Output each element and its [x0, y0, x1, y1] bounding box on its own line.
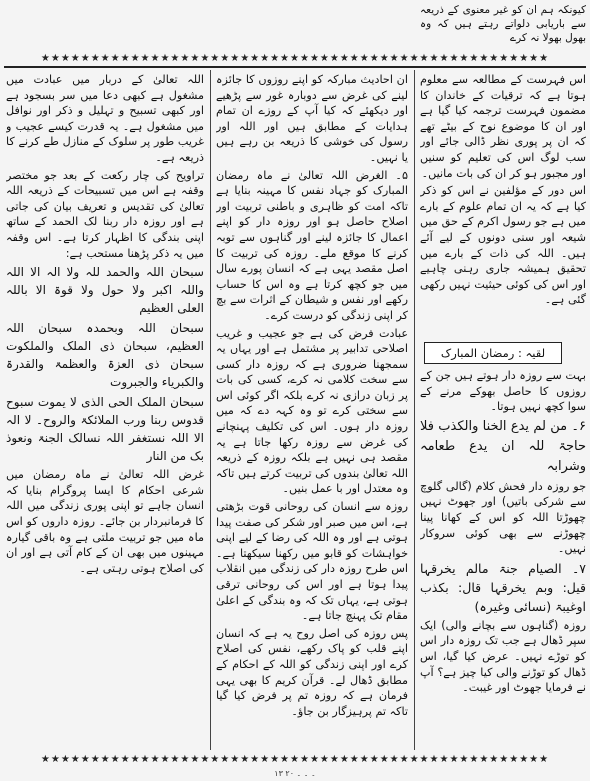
section-heading: لقیہ : رمضان المبارک: [424, 342, 562, 364]
column-divider-right: [414, 70, 415, 750]
arabic-hadith: ۷۔ الصیام جنۃ مالم یخرقہا قیل: وبم یخرقہا قال: بکذب اوغیبۃ (نسائی وغیرہ): [420, 560, 586, 614]
top-rule: [4, 66, 586, 68]
star-border-top: ★★★★★★★★★★★★★★★★★★★★★★★★★★★★★★★★★★★★★★★★★★★★★★★★★★★: [40, 53, 550, 64]
arabic-hadith: ۶۔ من لم یدع الخنا والکذب فلا حاجۃ للہ ان یدع طعامہ وشرابہ: [420, 418, 586, 474]
paragraph: پس روزہ کی اصل روح یہ ہے کہ انسان اپنے قلب کو پاک رکھے، نفس کی اصلاح کرے اور اپنی زندگی کو اللہ کے احکام کے مطابق ڈھال لے۔ قرآن کریم کا بھی یہی فرمان ہے کہ روزہ تم پر فرض کیا گیا تاکہ تم پرہیزگار بن جاؤ۔: [216, 626, 408, 718]
paragraph: ان احادیث مبارکہ کو اپنے روزوں کا جائزہ لینے کی غرض سے دوبارہ غور سے پڑھیے اور دیکھئے کہ کیا آپ کے روزے ان تمام ہدایات کے مطابق ہیں اور اللہ اور رسول کی خوشی کا ذریعہ بن رہے ہیں یا نہیں۔: [216, 73, 408, 164]
paragraph: تراویح کی چار رکعت کے بعد جو مختصر وقفہ ہے اس میں تسبیحات کے ذریعہ اللہ تعالیٰ کی تقدیس و تعریف بیان کی جاتی ہے اور روزہ دار ربنا لک الحمد کے ساتھ اپنی بندگی کا اظہار کرتا ہے۔ اس وقفہ میں یہ ذکر پڑھنا مستحب ہے:: [6, 168, 204, 260]
paragraph: غرض اللہ تعالیٰ نے ماہ رمضان میں شرعی احکام کا ایسا پروگرام بنایا کہ انسان جاہے تو اپنی پوری زندگی میں اللہ کا فرمانبردار بن جائے۔ روزہ داروں کو اس ماہ میں جو تربیت ملتی ہے وہ باقی گیارہ مہینوں میں بھی ان کے کام آتی ہے اور ان کی اصلاح ہوتی رہتی ہے۔: [6, 468, 204, 575]
paragraph: بہت سے روزہ دار ہوتے ہیں جن کے روزوں کا حاصل بھوکے مرنے کے سوا کچھ نہیں ہوتا۔: [420, 369, 586, 414]
paragraph: اس فہرست کے مطالعہ سے معلوم ہوتا ہے کہ ترقیات کے خاندان کا مضمون فہرست ترجمہ کیا گیا ہے اور ان کا موضوع نوح کے بیٹے تھے کہ ان پر پوری نظر ڈالی جائے اور سب لوگ اس کی تعلیم کو سنیں اور مجبور ہو کر ان کی بات مانیں۔: [420, 73, 586, 180]
column-divider-left: [210, 70, 211, 750]
right-column-top: [420, 72, 586, 338]
right-column-bottom: [420, 368, 586, 752]
paragraph: ۵۔ الغرض اللہ تعالیٰ نے ماہ رمضان المبارک کو جہاد نفس کا مہینہ بنایا ہے تاکہ امت کو ظاہری و باطنی تربیت اور اصلاح حاصل ہو اور روزہ دار کو اپنے اعمال کا جائزہ لینے اور گناہوں سے توبہ کرنے کا موقع ملے۔ روزہ کی تربیت کا اصل مقصد یہی ہے کہ انسان پورے سال میں جو کچھ کرتا ہے وہ اس کا حساب رکھے اور نفس و شیطان کے اثرات سے بچ کر اپنی زندگی کو درست کرے۔: [216, 168, 408, 322]
arabic-dhikr: سبحان اللہ وبحمدہ سبحان اللہ العظیم، سبحان ذی الملک والملکوت سبحان ذی العزۃ والعظمۃ والقدرۃ والکبریاء والجبروت: [6, 321, 204, 390]
page-footer: ۱۳ ۔ ۔ ۔ ۲۰: [274, 769, 316, 778]
paragraph: عبادت فرض کی ہے جو عجیب و غریب اصلاحی تدابیر پر مشتمل ہے اور یہاں یہ سمجھنا ضروری ہے کہ روزہ دار کسی سے سخت کلامی نہ کرے، کسی کی بات پر زبان درازی نہ کرے بلکہ اگر کوئی اس سے سختی کرے تو وہ کہہ دے کہ میں روزہ دار ہوں۔ اس کی تکلیف پہنچانے کی غرض سے روزہ رکھا جاتا ہے یہ مقصد ہی نہیں ہے بلکہ روزہ کے ذریعہ اللہ تعالیٰ بندوں کی تربیت کرتے ہیں تاکہ وہ معتدل اور با عمل بنیں۔: [216, 326, 408, 496]
arabic-dhikr: سبحان الملک الحی الذی لا یموت سبوح قدوس ربنا ورب الملائکۃ والروح۔ لا الہ الا اللہ نستغفر اللہ نسالک الجنۃ ونعوذ بک من النار: [6, 395, 204, 464]
paragraph: جو روزہ دار فحش کلام (گالی گلوچ سے شرکی باتیں) اور جھوٹ نہیں چھوڑتا اللہ کو اس کے کھانا پینا چھوڑنے سے بھی کوئی سروکار نہیں۔: [420, 479, 586, 556]
paragraph: روزہ (گناہوں سے بچانے والی) ایک سپر ڈھال ہے جب تک روزہ دار اس کو توڑے نہیں۔ عرض کیا گیا، اس ڈھال کو توڑنے والی کیا چیز ہے؟ آپ نے فرمایا جھوٹ اور غیبت۔: [420, 618, 586, 695]
paragraph: اس دور کے مؤلفین نے اس کو ذکر کیا ہے کہ یہ ان تمام علوم کے بارے میں ہے جو رسول اکرم کے حق میں شیعہ اور سنی دونوں کے لیے آئے ہیں۔ اللہ کی ذات کے بارے میں تحقیق ہمیشہ جاری رہنی چاہیے اور اس کی کوئی حیثیت نہیں رکھی گئی ہے۔: [420, 184, 586, 307]
top-note: کیونکہ ہم ان کو غیر معنوی کے ذریعہ سے باریابی دلواتے رہتے ہیں کہ وہ بھول بھولا نہ کرے: [420, 4, 586, 44]
arabic-dhikr: سبحان اللہ والحمد للہ ولا الہ الا اللہ واللہ اکبر ولا حول ولا قوۃ الا باللہ العلی العظیم: [6, 265, 204, 316]
paragraph: اللہ تعالیٰ کے دربار میں عبادت میں مشغول ہے کبھی دعا میں سر بسجود ہے اور کبھی تسبیح و تہلیل و ذکر اور نوافل میں مشغول ہے۔ یہ قدرت کیسے عجیب و غریب طور پر سلوک کے منازل طے کرنے کا ذریعہ ہے۔: [6, 73, 204, 164]
paragraph: روزہ سے انسان کی روحانی قوت بڑھتی ہے، اس میں صبر اور شکر کی صفت پیدا ہوتی ہے اور وہ اللہ کی رضا کے لیے اپنی خواہشات کو قابو میں رکھنا سیکھتا ہے۔ اس طرح روزہ دار کی زندگی میں انقلاب پیدا ہوتا ہے اور اس کی روحانی ترقی ہوتی ہے، یہاں تک کہ وہ بندگی کے اعلیٰ مقام تک پہنچ جاتا ہے۔: [216, 500, 408, 623]
middle-column: [216, 72, 408, 752]
star-border-bottom: ★★★★★★★★★★★★★★★★★★★★★★★★★★★★★★★★★★★★★★★★★★★★★★★★★★★: [40, 754, 550, 765]
left-column: [6, 72, 204, 752]
